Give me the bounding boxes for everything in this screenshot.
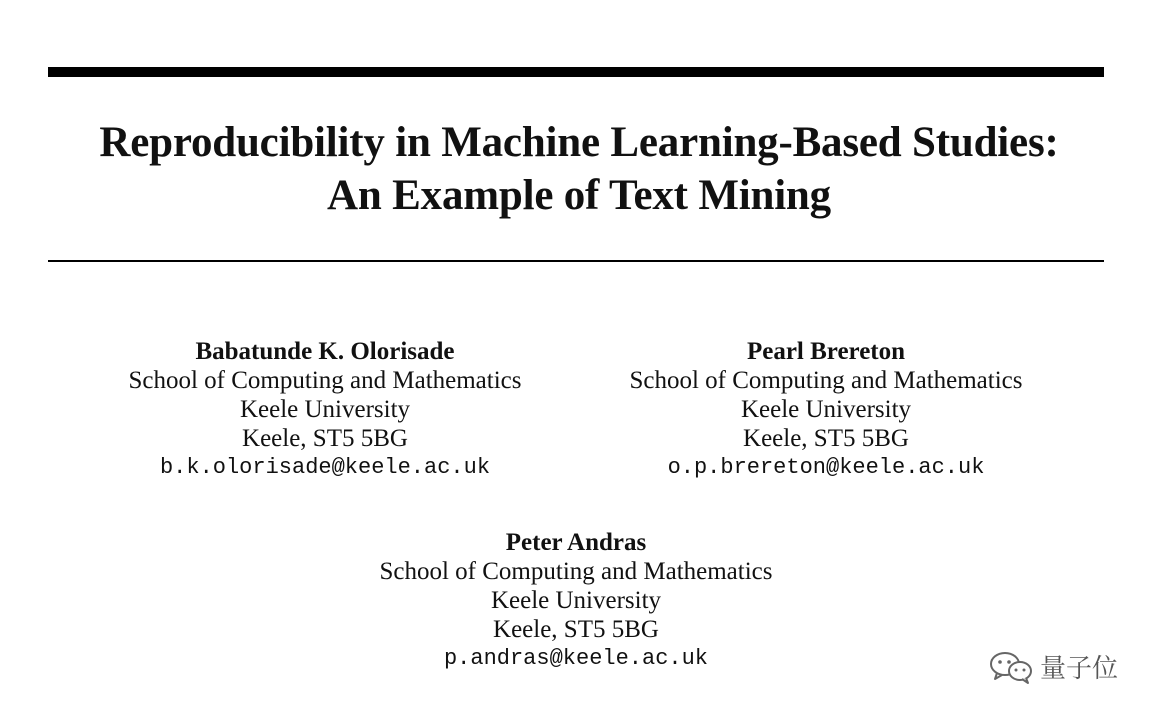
author-address: Keele, ST5 5BG <box>242 425 408 452</box>
paper-title <box>0 116 1158 222</box>
author-name: Peter Andras <box>505 529 647 556</box>
author-name: Babatunde K. Olorisade <box>195 338 455 365</box>
author-university: Keele University <box>490 587 662 614</box>
author-email: o.p.brereton@keele.ac.uk <box>667 455 985 480</box>
title-line-2: An Example of Text Mining <box>327 172 831 219</box>
watermark-text: 量子位 <box>1040 654 1119 684</box>
author-address: Keele, ST5 5BG <box>743 425 909 452</box>
title-line-1: Reproducibility in Machine Learning-Based Studies: <box>99 119 1059 166</box>
watermark <box>988 648 1118 685</box>
author-block-brereton <box>566 337 1086 482</box>
author-block-olorisade <box>65 337 585 482</box>
author-name: Pearl Brereton <box>746 338 906 365</box>
author-email: b.k.olorisade@keele.ac.uk <box>159 455 491 480</box>
top-rule <box>48 67 1104 77</box>
author-university: Keele University <box>239 396 411 423</box>
author-department: School of Computing and Mathematics <box>629 367 1023 394</box>
author-block-andras <box>316 528 836 673</box>
bottom-rule <box>48 260 1104 262</box>
author-university: Keele University <box>740 396 912 423</box>
author-department: School of Computing and Mathematics <box>379 558 773 585</box>
wechat-icon <box>988 649 1034 685</box>
author-department: School of Computing and Mathematics <box>128 367 522 394</box>
author-email: p.andras@keele.ac.uk <box>443 646 709 671</box>
author-address: Keele, ST5 5BG <box>493 616 659 643</box>
